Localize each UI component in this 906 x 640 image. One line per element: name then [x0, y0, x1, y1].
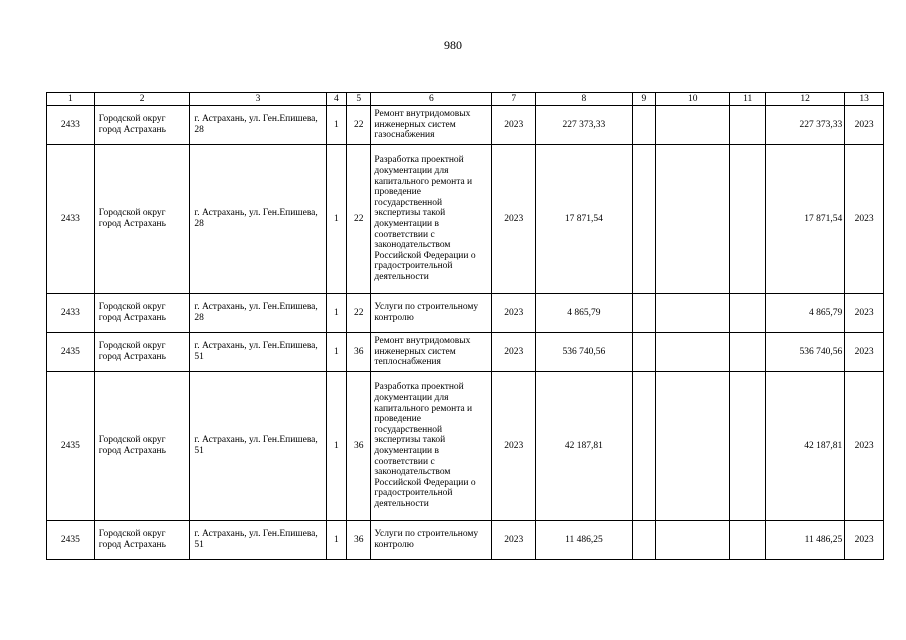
year: 2023 [492, 294, 536, 333]
year: 2023 [492, 521, 536, 560]
municipality: Городской округ город Астрахань [94, 521, 190, 560]
address: г. Астрахань, ул. Ген.Епишева, 28 [190, 106, 326, 145]
record-number: 2435 [47, 372, 95, 521]
table-row [47, 372, 884, 521]
municipality: Городской округ город Астрахань [94, 333, 190, 372]
work-type: Разработка проектной документации для капитального ремонта и проведение государственной экспертизы такой документации в соответствии с законодательством Российской Федерации о градостроительной деятельности [371, 372, 492, 521]
page-number: 980 [444, 38, 462, 52]
column-header-5: 5 [346, 93, 370, 106]
col-4-value: 1 [326, 333, 346, 372]
col-4-value: 1 [326, 106, 346, 145]
col-11-value [730, 145, 766, 294]
work-type: Ремонт внутридомовых инженерных систем газоснабжения [371, 106, 492, 145]
total-cost: 11 486,25 [536, 521, 633, 560]
plan-year: 2023 [845, 145, 884, 294]
column-header-10: 10 [656, 93, 730, 106]
table-row [47, 333, 884, 372]
col-4-value: 1 [326, 521, 346, 560]
funding-amount: 17 871,54 [765, 145, 844, 294]
funding-amount: 42 187,81 [765, 372, 844, 521]
total-cost: 536 740,56 [536, 333, 633, 372]
plan-year: 2023 [845, 294, 884, 333]
table-row [47, 521, 884, 560]
total-cost: 4 865,79 [536, 294, 633, 333]
column-header-11: 11 [730, 93, 766, 106]
record-number: 2435 [47, 333, 95, 372]
col-4-value: 1 [326, 372, 346, 521]
col-9-value [632, 145, 655, 294]
plan-year: 2023 [845, 106, 884, 145]
column-header-6: 6 [371, 93, 492, 106]
col-9-value [632, 106, 655, 145]
address: г. Астрахань, ул. Ген.Епишева, 51 [190, 372, 326, 521]
record-number: 2433 [47, 145, 95, 294]
record-number: 2435 [47, 521, 95, 560]
column-header-13: 13 [845, 93, 884, 106]
col-4-value: 1 [326, 294, 346, 333]
funding-amount: 4 865,79 [765, 294, 844, 333]
year: 2023 [492, 372, 536, 521]
col-10-value [656, 521, 730, 560]
column-header-12: 12 [765, 93, 844, 106]
plan-year: 2023 [845, 521, 884, 560]
col-10-value [656, 372, 730, 521]
funding-amount: 227 373,33 [765, 106, 844, 145]
plan-year: 2023 [845, 372, 884, 521]
column-header-3: 3 [190, 93, 326, 106]
col-5-value: 36 [346, 333, 370, 372]
work-type: Услуги по строительному контролю [371, 294, 492, 333]
total-cost: 17 871,54 [536, 145, 633, 294]
address: г. Астрахань, ул. Ген.Епишева, 28 [190, 294, 326, 333]
column-header-4: 4 [326, 93, 346, 106]
funding-amount: 536 740,56 [765, 333, 844, 372]
col-11-value [730, 106, 766, 145]
col-5-value: 22 [346, 106, 370, 145]
column-header-9: 9 [632, 93, 655, 106]
total-cost: 227 373,33 [536, 106, 633, 145]
col-11-value [730, 333, 766, 372]
year: 2023 [492, 333, 536, 372]
column-header-1: 1 [47, 93, 95, 106]
col-5-value: 36 [346, 521, 370, 560]
address: г. Астрахань, ул. Ген.Епишева, 28 [190, 145, 326, 294]
col-11-value [730, 372, 766, 521]
record-number: 2433 [47, 294, 95, 333]
col-11-value [730, 294, 766, 333]
year: 2023 [492, 145, 536, 294]
work-type: Разработка проектной документации для капитального ремонта и проведение государственной экспертизы такой документации в соответствии с законодательством Российской Федерации о градостроительной деятельности [371, 145, 492, 294]
col-9-value [632, 372, 655, 521]
col-10-value [656, 333, 730, 372]
col-9-value [632, 333, 655, 372]
col-5-value: 36 [346, 372, 370, 521]
year: 2023 [492, 106, 536, 145]
municipality: Городской округ город Астрахань [94, 145, 190, 294]
table-row [47, 294, 884, 333]
col-4-value: 1 [326, 145, 346, 294]
column-header-2: 2 [94, 93, 190, 106]
col-11-value [730, 521, 766, 560]
col-9-value [632, 294, 655, 333]
col-5-value: 22 [346, 294, 370, 333]
funding-amount: 11 486,25 [765, 521, 844, 560]
column-header-8: 8 [536, 93, 633, 106]
municipality: Городской округ город Астрахань [94, 372, 190, 521]
plan-year: 2023 [845, 333, 884, 372]
work-type: Ремонт внутридомовых инженерных систем теплоснабжения [371, 333, 492, 372]
col-10-value [656, 106, 730, 145]
address: г. Астрахань, ул. Ген.Епишева, 51 [190, 521, 326, 560]
table-row [47, 145, 884, 294]
col-10-value [656, 145, 730, 294]
total-cost: 42 187,81 [536, 372, 633, 521]
table-row [47, 106, 884, 145]
col-5-value: 22 [346, 145, 370, 294]
record-number: 2433 [47, 106, 95, 145]
header-row [47, 93, 884, 106]
municipality: Городской округ город Астрахань [94, 106, 190, 145]
work-type: Услуги по строительному контролю [371, 521, 492, 560]
col-9-value [632, 521, 655, 560]
address: г. Астрахань, ул. Ген.Епишева, 51 [190, 333, 326, 372]
column-header-7: 7 [492, 93, 536, 106]
municipality: Городской округ город Астрахань [94, 294, 190, 333]
col-10-value [656, 294, 730, 333]
registry-table [46, 92, 884, 560]
